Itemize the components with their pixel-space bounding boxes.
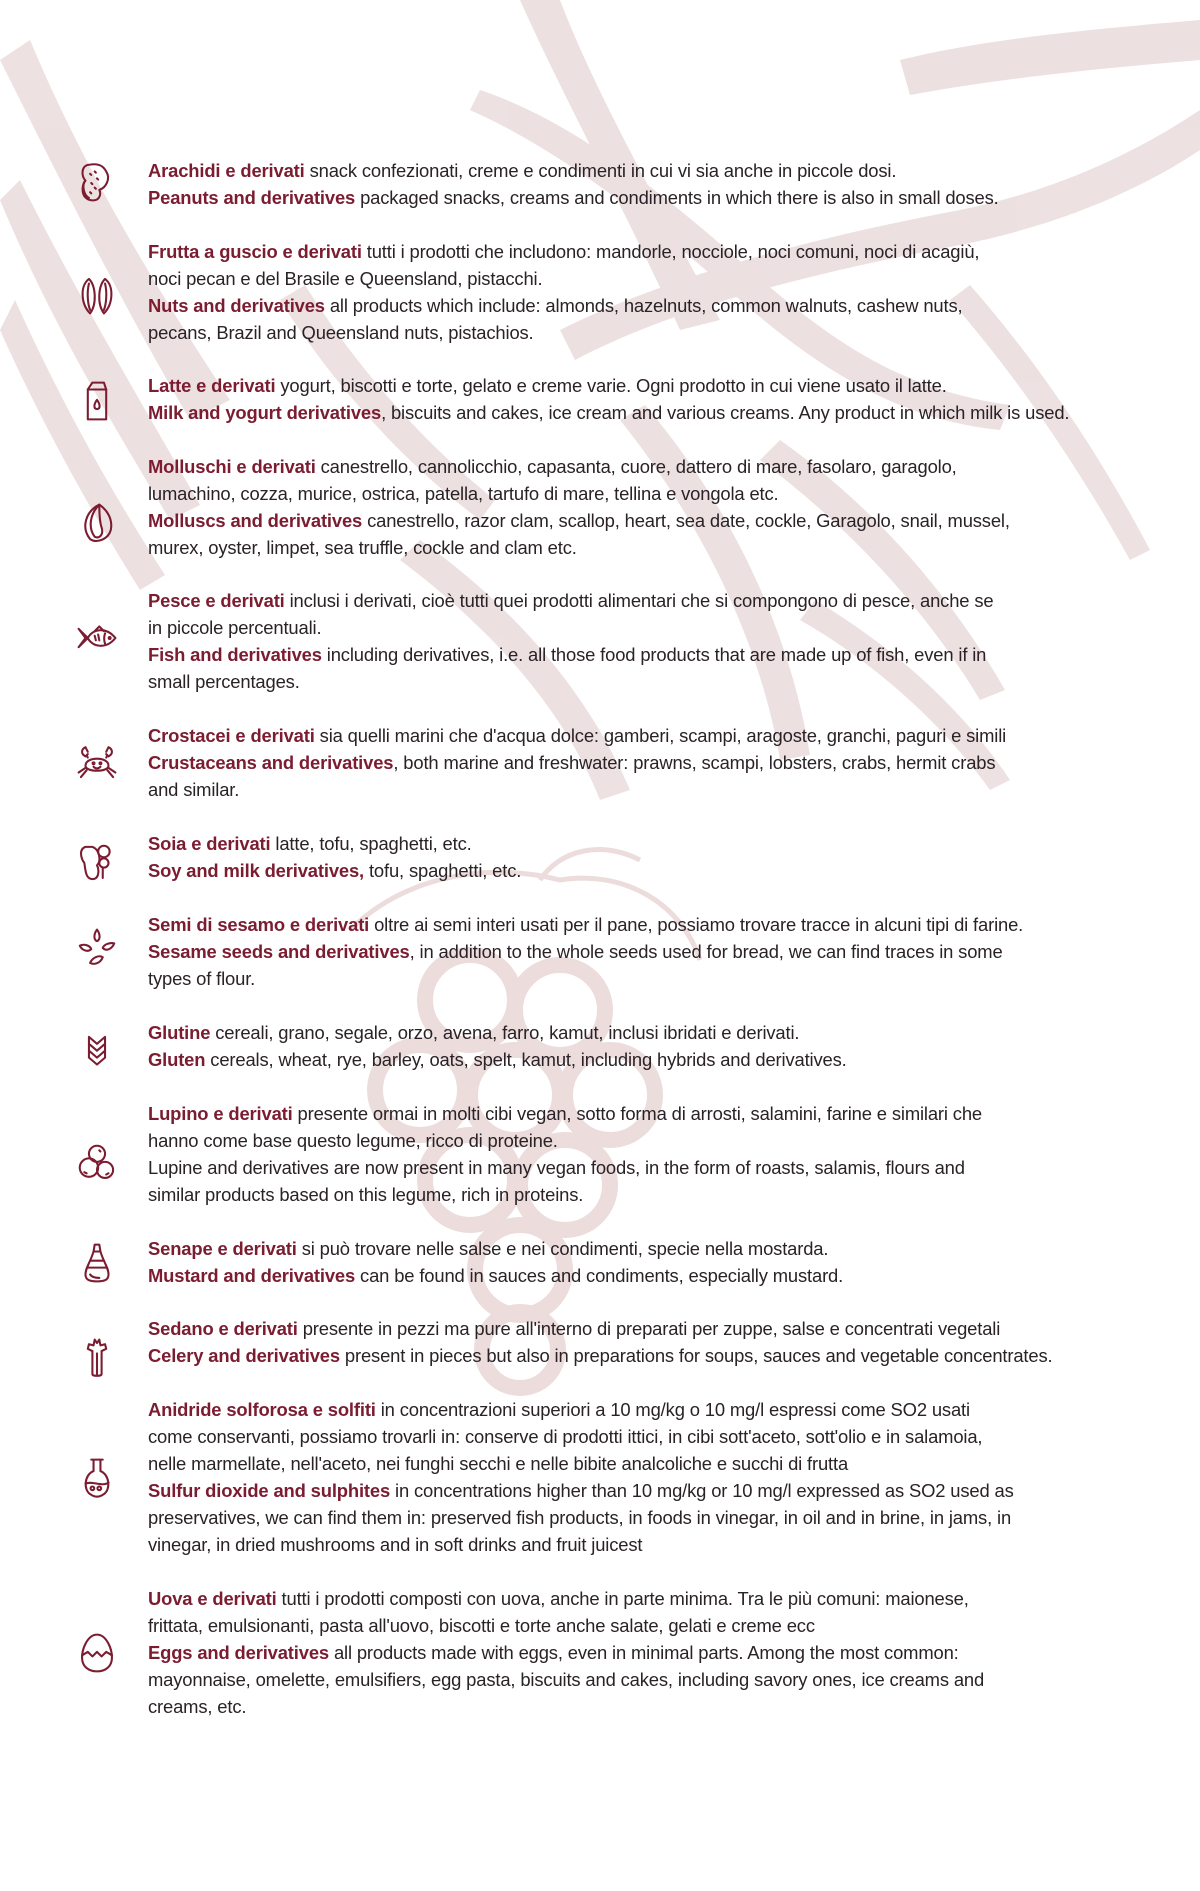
italian-title: Crostacei e derivati bbox=[148, 725, 315, 746]
italian-description bbox=[148, 238, 1138, 292]
milk-carton-icon bbox=[74, 378, 120, 424]
english-description bbox=[148, 1477, 1138, 1558]
allergen-entry-milk bbox=[148, 372, 1138, 426]
flask-icon bbox=[74, 1455, 120, 1501]
english-text: , both marine and freshwater: prawns, scampi, lobsters, crabs, hermit crabs and similar. bbox=[148, 752, 996, 800]
italian-title: Arachidi e derivati bbox=[148, 160, 305, 181]
italian-description bbox=[148, 1235, 1138, 1262]
italian-description bbox=[148, 1315, 1138, 1342]
mustard-bottle-icon bbox=[74, 1240, 120, 1286]
italian-title: Glutine bbox=[148, 1022, 211, 1043]
english-description bbox=[148, 184, 1138, 211]
english-description bbox=[148, 1262, 1138, 1289]
english-description bbox=[148, 938, 1138, 992]
italian-text: yogurt, biscotti e torte, gelato e creme varie. Ogni prodotto in cui viene usato il latte. bbox=[275, 375, 947, 396]
english-title: Crustaceans and derivatives bbox=[148, 752, 394, 773]
allergen-entry-sesame bbox=[148, 911, 1138, 992]
italian-description bbox=[148, 453, 1138, 507]
italian-text: sia quelli marini che d'acqua dolce: gamberi, scampi, aragoste, granchi, paguri e simili bbox=[314, 725, 1007, 746]
italian-description bbox=[148, 830, 1138, 857]
italian-text: canestrello, cannolicchio, capasanta, cuore, dattero di mare, fasolaro, garagolo, lumachino, cozza, murice, ostrica, patella, tartufo di mare, tellina e vongola etc. bbox=[148, 456, 957, 504]
english-text: can be found in sauces and condiments, especially mustard. bbox=[355, 1265, 844, 1286]
italian-text: in concentrazioni superiori a 10 mg/kg o 10 mg/l espressi come SO2 usati come conservanti, possiamo trovarli in: conserve di prodotti ittici, in cibi sott'aceto, sott'olio e in salamoia, nelle marmellate, nell'aceto, nei funghi secchi e nelle bibite analcoliche e succhi di frutta bbox=[148, 1399, 983, 1474]
allergen-entry-soy bbox=[148, 830, 1138, 884]
allergen-entry-celery bbox=[148, 1315, 1138, 1369]
crab-icon bbox=[74, 738, 120, 784]
english-text: , in addition to the whole seeds used for bread, we can find traces in some types of flour. bbox=[148, 941, 1003, 989]
english-text: all products which include: almonds, hazelnuts, common walnuts, cashew nuts, pecans, Brazil and Queensland nuts, pistachios. bbox=[148, 295, 963, 343]
italian-text: presente ormai in molti cibi vegan, sotto forma di arrosti, salamini, farine e similari che hanno come base questo legume, ricco di proteine. bbox=[148, 1103, 983, 1151]
italian-text: snack confezionati, creme e condimenti in cui vi sia anche in piccole dosi. bbox=[304, 160, 897, 181]
english-text: Lupine and derivatives are now present in many vegan foods, in the form of roasts, salamis, flours and similar products based on this legume, rich in proteins. bbox=[148, 1157, 965, 1205]
english-text: in concentrations higher than 10 mg/kg or 10 mg/l expressed as SO2 used as preservatives, we can find them in: preserved fish products, in foods in vinegar, in oil and in brine, in jams, in vinegar, in dried mushrooms and in soft drinks and fruit juicest bbox=[148, 1480, 1014, 1555]
italian-text: cereali, grano, segale, orzo, avena, farro, kamut, inclusi ibridati e derivati. bbox=[210, 1022, 800, 1043]
allergen-entry-sulphites bbox=[148, 1396, 1138, 1558]
allergen-entry-mustard bbox=[148, 1235, 1138, 1289]
italian-title: Semi di sesamo e derivati bbox=[148, 914, 370, 935]
italian-description bbox=[148, 157, 1138, 184]
peanut-icon bbox=[74, 160, 120, 206]
allergen-entry-nuts bbox=[148, 238, 1138, 346]
italian-description bbox=[148, 372, 1138, 399]
lupin-icon bbox=[74, 1140, 120, 1186]
italian-title: Sedano e derivati bbox=[148, 1318, 298, 1339]
english-text: packaged snacks, creams and condiments in which there is also in small doses. bbox=[355, 187, 999, 208]
english-title: Milk and yogurt derivatives bbox=[148, 402, 382, 423]
allergen-entry-crustaceans bbox=[148, 722, 1138, 803]
english-description bbox=[148, 749, 1138, 803]
allergen-entry-gluten bbox=[148, 1019, 1138, 1073]
english-description bbox=[148, 399, 1138, 426]
english-description bbox=[148, 292, 1138, 346]
celery-icon bbox=[74, 1335, 120, 1381]
english-text: , biscuits and cakes, ice cream and various creams. Any product in which milk is used. bbox=[381, 402, 1070, 423]
italian-description bbox=[148, 911, 1138, 938]
english-description bbox=[148, 1046, 1138, 1073]
italian-title: Senape e derivati bbox=[148, 1238, 297, 1259]
english-title: Nuts and derivatives bbox=[148, 295, 325, 316]
english-title: Soy and milk derivatives, bbox=[148, 860, 365, 881]
english-title: Sulfur dioxide and sulphites bbox=[148, 1480, 391, 1501]
italian-title: Frutta a guscio e derivati bbox=[148, 241, 362, 262]
italian-description bbox=[148, 722, 1138, 749]
english-description bbox=[148, 641, 1138, 695]
allergen-entry-eggs bbox=[148, 1585, 1138, 1720]
wheat-icon bbox=[74, 1030, 120, 1076]
english-title: Celery and derivatives bbox=[148, 1345, 340, 1366]
italian-title: Lupino e derivati bbox=[148, 1103, 293, 1124]
english-text: including derivatives, i.e. all those food products that are made up of fish, even if in small percentages. bbox=[148, 644, 987, 692]
italian-description bbox=[148, 587, 1138, 641]
italian-title: Molluschi e derivati bbox=[148, 456, 316, 477]
italian-title: Soia e derivati bbox=[148, 833, 271, 854]
english-text: all products made with eggs, even in minimal parts. Among the most common: mayonnaise, omelette, emulsifiers, egg pasta, biscuits and cakes, including savory ones, ice creams and creams, etc. bbox=[148, 1642, 985, 1717]
italian-description bbox=[148, 1019, 1138, 1046]
soybean-icon bbox=[74, 840, 120, 886]
italian-text: si può trovare nelle salse e nei condimenti, specie nella mostarda. bbox=[296, 1238, 829, 1259]
english-description bbox=[148, 1639, 1138, 1720]
english-text: present in pieces but also in preparations for soups, sauces and vegetable concentrates. bbox=[339, 1345, 1053, 1366]
italian-text: presente in pezzi ma pure all'interno di preparati per zuppe, salse e concentrati vegetali bbox=[297, 1318, 1001, 1339]
allergen-entry-peanuts bbox=[148, 157, 1138, 211]
english-description bbox=[148, 857, 1138, 884]
allergen-entry-lupin bbox=[148, 1100, 1138, 1208]
english-text: tofu, spaghetti, etc. bbox=[364, 860, 522, 881]
italian-text: tutti i prodotti composti con uova, anche in parte minima. Tra le più comuni: maionese, frittata, emulsionanti, pasta all'uovo, biscotti e torte anche salate, gelati e creme ecc bbox=[148, 1588, 969, 1636]
almond-icon bbox=[74, 272, 120, 318]
italian-text: latte, tofu, spaghetti, etc. bbox=[270, 833, 472, 854]
italian-title: Pesce e derivati bbox=[148, 590, 285, 611]
english-title: Peanuts and derivatives bbox=[148, 187, 356, 208]
italian-description bbox=[148, 1585, 1138, 1639]
allergen-entry-fish bbox=[148, 587, 1138, 695]
english-title: Mustard and derivatives bbox=[148, 1265, 356, 1286]
cracked-egg-icon bbox=[74, 1630, 120, 1676]
english-title: Fish and derivatives bbox=[148, 644, 322, 665]
allergen-entry-molluscs bbox=[148, 453, 1138, 561]
italian-description bbox=[148, 1100, 1138, 1154]
english-text: canestrello, razor clam, scallop, heart, sea date, cockle, Garagolo, snail, mussel, murex, oyster, limpet, sea truffle, cockle and clam etc. bbox=[148, 510, 1010, 558]
italian-text: tutti i prodotti che includono: mandorle, nocciole, noci comuni, noci di acagiù, noci pecan e del Brasile e Queensland, pistacchi. bbox=[148, 241, 980, 289]
italian-title: Anidride solforosa e solfiti bbox=[148, 1399, 376, 1420]
english-text: cereals, wheat, rye, barley, oats, spelt, kamut, including hybrids and derivatives. bbox=[205, 1049, 847, 1070]
english-title: Molluscs and derivatives bbox=[148, 510, 363, 531]
italian-title: Latte e derivati bbox=[148, 375, 276, 396]
sesame-icon bbox=[74, 925, 120, 971]
italian-title: Uova e derivati bbox=[148, 1588, 277, 1609]
english-title: Sesame seeds and derivatives bbox=[148, 941, 410, 962]
mussel-icon bbox=[74, 500, 120, 546]
english-title: Gluten bbox=[148, 1049, 206, 1070]
italian-text: oltre ai semi interi usati per il pane, possiamo trovare tracce in alcuni tipi di farine. bbox=[369, 914, 1024, 935]
english-title: Eggs and derivatives bbox=[148, 1642, 329, 1663]
english-description bbox=[148, 1342, 1138, 1369]
italian-text: inclusi i derivati, cioè tutti quei prodotti alimentari che si compongono di pesce, anche se in piccole percentuali. bbox=[148, 590, 994, 638]
english-description bbox=[148, 507, 1138, 561]
english-description bbox=[148, 1154, 1138, 1208]
italian-description bbox=[148, 1396, 1138, 1477]
fish-icon bbox=[74, 615, 120, 661]
